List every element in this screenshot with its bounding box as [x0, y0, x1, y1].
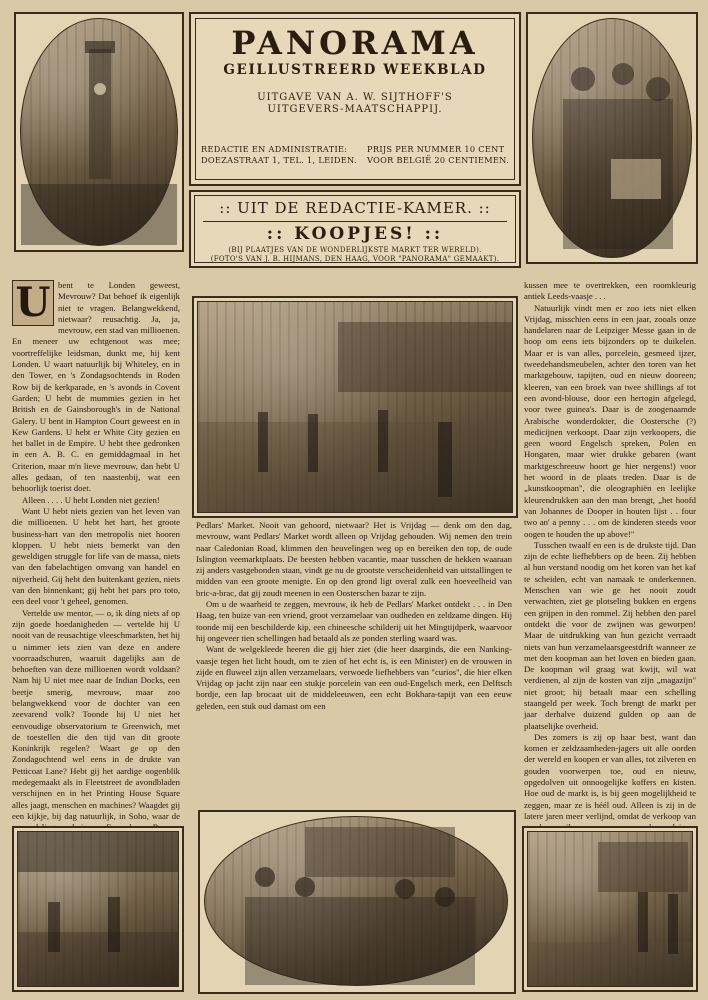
paragraph: Want U hebt niets gezien van het leven van die millioenen. U hebt het hart, het groote business-hart van den metropolis niet hooren kloppen. U hebt niets bemerkt van den geweldigen struggle for life van de massa, niets van den fabelachtigen omvang van handel en nijverheid. Gij hebt den buitenkant gezien, niets van den binnenkant; gij hebt het pars pro toto, een deel voor 't geheel, genomen. — [12, 505, 180, 607]
paragraph: Alleen . . . . U hebt Londen niet gezien! — [22, 494, 160, 505]
note-line-1: (BIJ PLAATJES VAN DE WONDERLIJKSTE MARKT TER WERELD). — [228, 246, 482, 254]
admin-line-1: REDACTIE EN ADMINISTRATIE: — [201, 144, 348, 154]
paragraph: bent te Londen geweest, Mevrouw? Dat behoef ik eigenlijk niet te vragen. Belangwekkend, nietwaar? reusachtig. Ja, ja, mevrouw, een stad van millioenen. En meneer uw echtgenoot was mee; voortreffelijke leidsman, dunkt me, hij kent Londen. U waart natuurlijk bij Whiteley, en in den Tower, en 's Zondagsochtends in Roden Row bij de kerkparade, en 's avonds in Covent Garden; U hebt de mummies gezien in het British en de Gainsborough's in de National Galery. U bent in Hampton Court geweest en in Kew Gardens. U hebt er White City gezien en het ballet in de Empire. U hebt thee gedronken in een A. B. C. en gemiddagmaal in het Criterion, maar m'n lieve mevrouw, dan hebt U alles gedaan, of ten naastenbij, wat een behoorlijk toerist doet. — [12, 280, 180, 494]
publisher-line-2: UITGEVERS-MAATSCHAPPIJ. — [267, 104, 443, 115]
photo-crowd-browsing — [204, 816, 508, 986]
clock-tower-sketch — [21, 19, 177, 245]
price-line-1: PRIJS PER NUMMER 10 CENT — [367, 144, 505, 154]
paragraph: Vertelde uw mentor, — o, ik ding niets af op zijn goede hoedanigheden — vertelde hij U nooit van de reusachtige vleeschmarkten, het hij u nimmer iets zien van deze en andere voorraadschuren, waaruit dagelijks aan de behoeften van deze millioenen wordt voldaan? Nam hij U niet mee naar de Indian Docks, een beetje smerig, mevrouw, maar zoo belangwekkend voor de dochter van een zeevarend volk? Toonde hij U niet het eenvoudige observatorium te Greenwich, met de toestellen die den tijd van dit groote Koninkrijk regelen? Waart ge op den Zondagochtend wel eens in de drukte van Petticoat Lane? Hebt gij het aardige oogenblik medegemaakt als in Fleetstreet de avondbladen verschijnen en in het Printing House Square alles jaagt, menschen en machines? Waagdet gij een kijkje, bij dag natuurlijk, in Soho, waar de — [12, 607, 180, 821]
market-square-sketch — [198, 302, 512, 512]
masthead — [189, 12, 521, 186]
note-line-2: (FOTO'S VAN J. B. HIJMANS, DEN HAAG, VOOR "PANORAMA" GEMAAKT). — [210, 255, 500, 263]
drop-cap: U — [12, 280, 54, 326]
photo-frame-buyers — [526, 12, 698, 264]
paragraph: Des zomers is zij op haar best, want dan komen er zeldzaamheden-jagers uit alle oorden der wereld en koopen er van alles, tot zilveren en gouden voorwerpen toe, oud en nieuw, opgedolven uit onnoogelijke koffers en kisten. Hoe oud de markt is, is bij geen mogelijkheid te zeggen, maar ze is héél oud. Alleen is zij in de latere jaren meer verlijnd, omdat de verkoop van — [524, 731, 696, 821]
publisher-line-1: UITGAVE VAN A. W. SIJTHOFF'S — [257, 92, 453, 103]
magazine-subtitle: GEILLUSTREERD WEEKBLAD — [223, 62, 487, 78]
photo-frame-bottom-center — [198, 810, 516, 994]
photo-frame-bottom-left — [12, 826, 184, 992]
magazine-title: PANORAMA — [231, 24, 479, 62]
buyers-sketch — [533, 19, 691, 257]
paragraph: Pedlars' Market. Nooit van gehoord, nietwaar? Het is Vrijdag — denk om den dag, mevrouw, want Pedlars' Market wordt alleen op Vrijdag gehouden. Wij nemen den trein naar Caledonian Road, klimmen den heuvelingen weg op en bereiken den top, de oude Islington veemarktplaats. De beesten hebben vacantie, maar tusschen de hekken waaraan zij anders vastgebonden staan, vindt ge nu de grootste verscheidenheid van uitstallingen te midden van een groote menigte. En op den grond ligt overal zulk een hoeveelheid van bric-a-brac, dat gij zoudt meenen in een Oosterschen bazar te zijn. — [196, 520, 512, 598]
paragraph: kussen mee te overtrekken, een roomkleurig antiek Leeds-vaasje . . . — [524, 280, 696, 302]
article-column-3 — [524, 280, 696, 821]
section-inner-border — [194, 195, 516, 263]
article-column-2 — [196, 520, 512, 820]
paragraph: Natuurlijk vindt men er zoo iets niet elken Vrijdag, misschien eens in een jaar, zooals onze handelaren naar de Leipziger Messe gaan in de hoop om eens iets bijzonders op te duikelen. Maar er is van alles, porcelein, gesmeed ijzer, tweedehandsmeubelen, achter den toren van het marktgebouw, tapijten, oud en nieuw dooreen; kleeren, van een broek van twee shillings af tot een avond-blouse, door een hertogin afgelegd, voor twee guinea's. Daar is de zoogenaamde Arabische wonderdokter, die Oostersche (?) medicijnen verkoopt. Daar zijn verkoopers, die geen woord Engelsch spreken, Polen en Hongaren, maar wier drukke gebaren (want marktgeschreeuw hoort ge hier nergens!) voor het woord in de plaats treden. Daar is de „kunstkoopman", die oleographiën en leelijke kleurendrukken aan den man brengt, „het hoofd van Johannes de Dooper in houten lijst . . four two an' a penny . . . om de kinderen steeds voor oogen te houden the up above!" — [524, 302, 696, 539]
photo-frame-market-center — [192, 296, 518, 518]
paragraph: Want de welgekleede heeren die gij hier ziet (die heer daarginds, die een Nanking-vaasje tegen het licht houdt, om te zien of het echt is, is een Minister) en de vrouwen in zijde en fluweel zijn allen verzamelaars, verwoede liefhebbers van "curios", die hier elken Vrijdag op jacht zijn naar een stukje porcelein van een oud-Engelsch merk, een Delftsch bordje, een lap brocaat uit de middeleeuwen, een echt Bokhara-tapijt van een eeuw geleden, een stuk oud damast om een — [196, 644, 512, 711]
masthead-details — [201, 144, 509, 166]
photo-market-square — [197, 301, 513, 513]
section-header — [189, 190, 521, 268]
paragraph: Tusschen twaalf en een is de drukste tijd. Dan zijn de echte liefhebbers op de been. Zij hebben al hun verstand noodig om het koren van het kaf te scheiden, echt van namaak te onderkennen. Menschen van wie ge het nooit zoudt verwachten, ziet ge plotseling bukken en ergens een grijpen in den rommel. Zij hebben den parel ontdekt die voor de zwijnen was geworpen! Maar de uitdrukking van hun gezicht verraadt niets van hun verzamelaarsgeestdrift wanneer ze met den koopman aan het loven en bieden gaan. De koopman wil graag wat kwijt, wil wat verdienen, al zijn de kosten van zijn „magazijn" niet groot; hij betaalt maar een schelling staangeld per week. Toch brengt de markt per jaar derhalve duizend gulden op aan de plaatselijke overheid. — [524, 539, 696, 731]
paragraph: Om u de waarheid te zeggen, mevrouw, ik heb de Pedlars' Market ontdekt . . . in Den Haag, ten huize van een vriend, groot verzamelaar van oudheden en zeldzame dingen. Hij toonde mij een beschilderde kip, een chineesche schilderij uit het Mingtijdperk, waarvoor hij ongeveer tien schellingen had betaald als ze ponden sterling waard was. — [196, 599, 512, 643]
photo-buyers — [532, 18, 692, 258]
photo-market-sheds — [17, 831, 179, 987]
price-info — [367, 144, 509, 166]
admin-line-2: DOEZASTRAAT 1, TEL. 1, LEIDEN. — [201, 155, 357, 165]
article-column-1 — [12, 280, 180, 820]
crowd-browsing-sketch — [205, 817, 507, 985]
photo-frame-bottom-right — [522, 826, 698, 992]
price-line-2: VOOR BELGIË 20 CENTIEMEN. — [367, 155, 509, 165]
administration-info — [201, 144, 357, 166]
photo-frame-clock-tower — [14, 12, 184, 252]
section-title: :: UIT DE REDACTIE-KAMER. :: — [219, 199, 491, 217]
article-title: :: KOOPJES! :: — [266, 224, 444, 244]
market-sheds-sketch — [18, 832, 178, 986]
photo-clock-tower — [20, 18, 178, 246]
photo-market-yard — [527, 831, 693, 987]
market-yard-sketch — [528, 832, 692, 986]
